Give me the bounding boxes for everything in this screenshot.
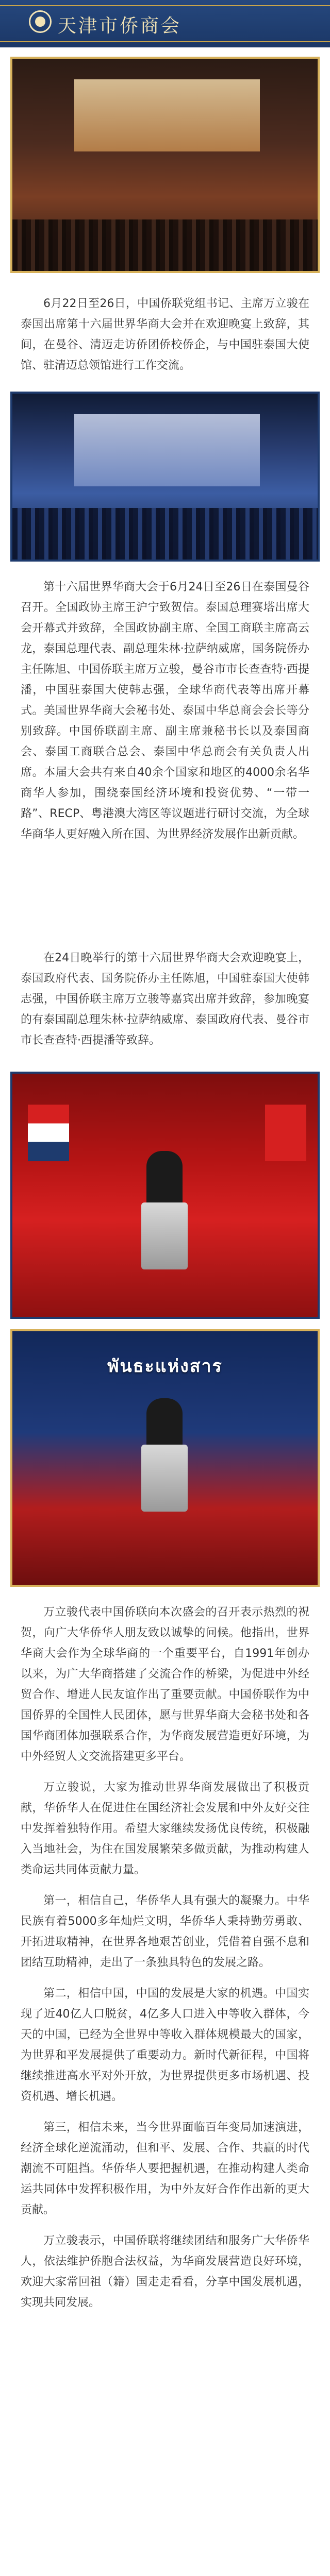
stage-screen <box>74 79 260 151</box>
podium <box>141 1445 188 1512</box>
paragraph: 万立骏代表中国侨联向本次盛会的召开表示热烈的祝贺，向广大华侨华人朋友致以诚挚的问候。他指出，世界华商大会作为全球华商的一个重要平台，自1991年创办以来，为广大华商搭建了交流合作的桥梁，为促进中外经贸合作、增进人民友谊作出了重要贡献。中国侨联作为中国侨界的全国性人民团体，愿与世界华商大会秘书处和各国华商团体加强联系合作，为华商发展营造更好环境，为中外经贸人文交流搭建更多平台。 <box>21 1606 309 1763</box>
photo-overlay-text: พันธะแห่งสาร <box>107 1356 223 1377</box>
paragraph: 在24日晚举行的第十六届世界华商大会欢迎晚宴上，泰国政府代表、国务院侨办主任陈旭，中国驻泰国大使韩志强，中国侨联主席万立骏等嘉宾出席并致辞，参加晚宴的有泰国副总理朱林·拉萨纳威席、泰国政府代表、曼谷市市长查查特·西提潘等致辞。 <box>21 952 309 1047</box>
photo-opening-ceremony <box>10 57 320 273</box>
speaker-figure <box>146 1151 183 1208</box>
paragraph: 万立骏表示，中国侨联将继续团结和服务广大华侨华人，依法维护侨胞合法权益，为华商发展营造良好环境，欢迎大家常回祖（籍）国走走看看，分享中国发展机遇，实现共同发展。 <box>21 2234 309 2309</box>
photo-speaker <box>10 1072 320 1319</box>
article-speech <box>21 1602 309 2313</box>
china-flag <box>265 1105 306 1161</box>
thai-flag <box>28 1105 69 1161</box>
paragraph: 第三，相信未来，当今世界面临百年变局加速演进，经济全球化逆流涌动，但和平、发展、合作、共赢的时代潮流不可阻挡。华侨华人要把握机遇，在推动构建人类命运共同体中发挥积极作用，为中外友好合作作出新的更大贡献。 <box>21 2121 309 2216</box>
chamber-title: 天津市侨商会 <box>58 15 182 37</box>
audience-crowd <box>12 508 318 560</box>
paragraph: 6月22日至26日，中国侨联党组书记、主席万立骏在泰国出席第十六届世界华商大会并在欢迎晚宴上致辞，其间，在曼谷、清迈走访侨团侨校侨企，与中国驻泰国大使馆、驻清迈总领馆进行工作交流。 <box>21 297 309 372</box>
header-banner <box>0 0 330 47</box>
podium <box>141 1202 188 1269</box>
article-intro <box>21 294 309 376</box>
photo-conference-hall <box>10 392 320 562</box>
chamber-logo-icon <box>29 10 52 33</box>
paragraph: 第十六届世界华商大会于6月24日至26日在泰国曼谷召开。全国政协主席王沪宁致贺信。泰国总理赛塔出席大会开幕式并致辞，全国政协副主席、全国工商联主席高云龙，泰国总理代表、副总理朱林·拉萨纳威席，国务院侨办主任陈旭、中国侨联主席万立骏，曼谷市市长查查特·西提潘，中国驻泰国大使韩志强，全球华商代表等出席开幕式。美国世界华商大会秘书处、泰国中华总商会会长等分别致辞。中国侨联副主席、副主席兼秘书长以及泰国商会、泰国工商联合总会、泰国中华总商会有关负责人出席。本届大会共有来自40余个国家和地区的4000余名华商华人参加，围绕泰国经济环境和投资优势、“一带一路”、RECP、粤港澳大湾区等议题进行研讨交流，为全球华商华人更好融入所在国、为世界经济发展作出新贡献。 <box>21 581 309 841</box>
header-bottom-line <box>0 41 330 42</box>
audience-crowd <box>12 219 318 271</box>
stage-screen <box>74 414 260 486</box>
article-opening <box>21 577 309 845</box>
paragraph: 万立骏说，大家为推动世界华商发展做出了积极贡献，华侨华人在促进住在国经济社会发展和中外友好交往中发挥着独特作用。希望大家继续发扬优良传统，积极融入当地社会，为住在国发展繁荣多做贡献，为推动构建人类命运共同体贡献力量。 <box>21 1781 309 1876</box>
article-banquet <box>21 948 309 1051</box>
photo-banquet <box>10 1329 320 1587</box>
paragraph: 第二，相信中国，中国的发展是大家的机遇。中国实现了近40亿人口脱贫，4亿多人口进入中等收入群体，今天的中国，已经为全世界中等收入群体规模最大的国家，为世界和平发展提供了重要动力。新时代新征程，中国将继续推进高水平对外开放，为世界提供更多市场机遇、投资机遇、增长机遇。 <box>21 1987 309 2103</box>
paragraph: 第一，相信自己，华侨华人具有强大的凝聚力。中华民族有着5000多年灿烂文明，华侨华人秉持勤劳勇敢、开拓进取精神，在世界各地艰苦创业，凭借着自强不息和团结互助精神，走出了一条独具特色的发展之路。 <box>21 1894 309 1969</box>
header-top-line <box>0 5 330 6</box>
